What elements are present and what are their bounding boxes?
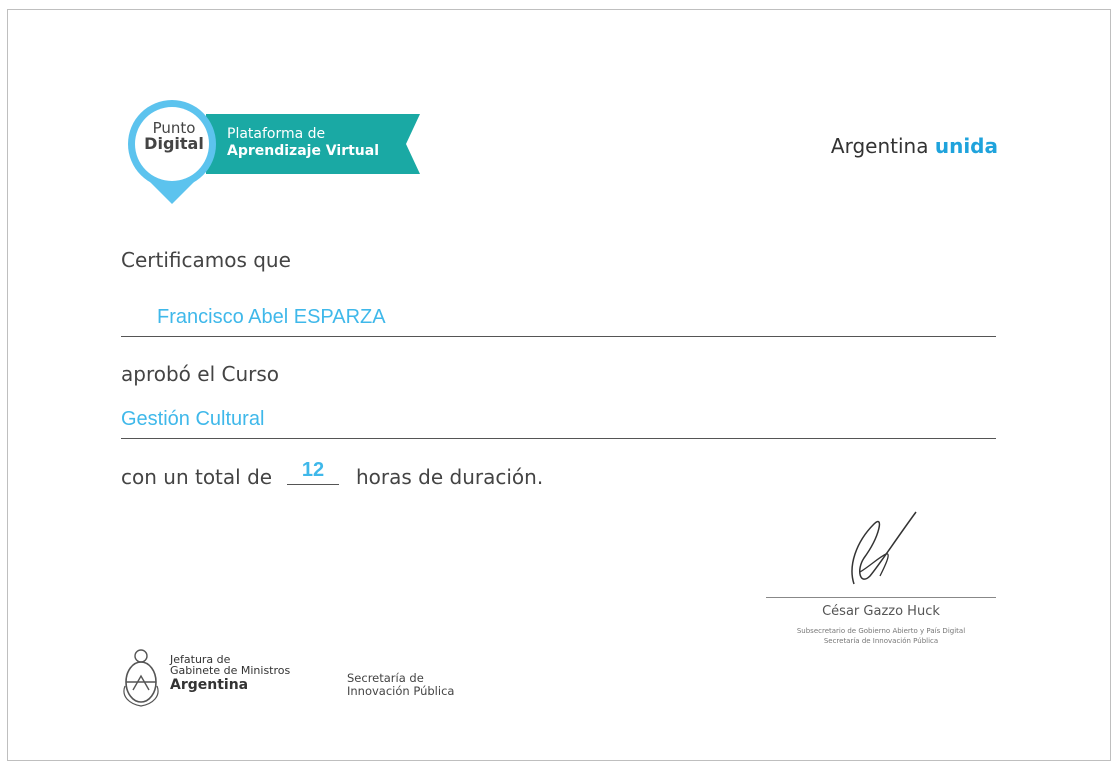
- coat-of-arms-icon: [121, 646, 161, 710]
- signature-scribble: [834, 506, 924, 596]
- jefatura-line3: Argentina: [170, 677, 249, 693]
- signer-name: César Gazzo Huck: [822, 604, 940, 619]
- argentina-unida-brand: [831, 134, 998, 158]
- signature-line: [766, 597, 996, 598]
- jefatura-line2: Gabinete de Ministros: [170, 664, 291, 677]
- course-name: Gestión Cultural: [121, 408, 265, 430]
- hours-field: [287, 456, 339, 485]
- signer-title-2: Secretaría de Innovación Pública: [823, 637, 939, 645]
- intro-text: Certificamos que: [121, 248, 291, 272]
- logo-punto: Punto: [152, 119, 196, 137]
- jefatura-logo-text: [170, 654, 290, 694]
- secretaria-line1: Secretaría de: [347, 671, 424, 685]
- recipient-name: Francisco Abel ESPARZA: [157, 306, 386, 328]
- signer-title-1: Subsecretario de Gobierno Abierto y País Digital: [796, 627, 966, 635]
- hours-prefix: con un total de: [121, 465, 273, 489]
- logo-line1: Plataforma de: [227, 126, 326, 142]
- secretaria-logo-text: [347, 672, 454, 698]
- hours-suffix: horas de duración.: [356, 465, 544, 489]
- brand-part2: unida: [934, 134, 998, 158]
- approved-text: aprobó el Curso: [121, 362, 279, 386]
- hours-value: 12: [301, 459, 325, 481]
- logo-digital: Digital: [144, 134, 204, 153]
- logo-line2: Aprendizaje Virtual: [227, 143, 380, 159]
- course-underline: [121, 438, 996, 439]
- jefatura-line1: Jefatura de: [170, 653, 231, 666]
- punto-digital-logo: [120, 100, 430, 210]
- brand-part1: Argentina: [830, 134, 929, 158]
- secretaria-line2: Innovación Pública: [347, 684, 455, 698]
- logo-punto-text: [134, 120, 214, 152]
- name-underline: [121, 336, 996, 337]
